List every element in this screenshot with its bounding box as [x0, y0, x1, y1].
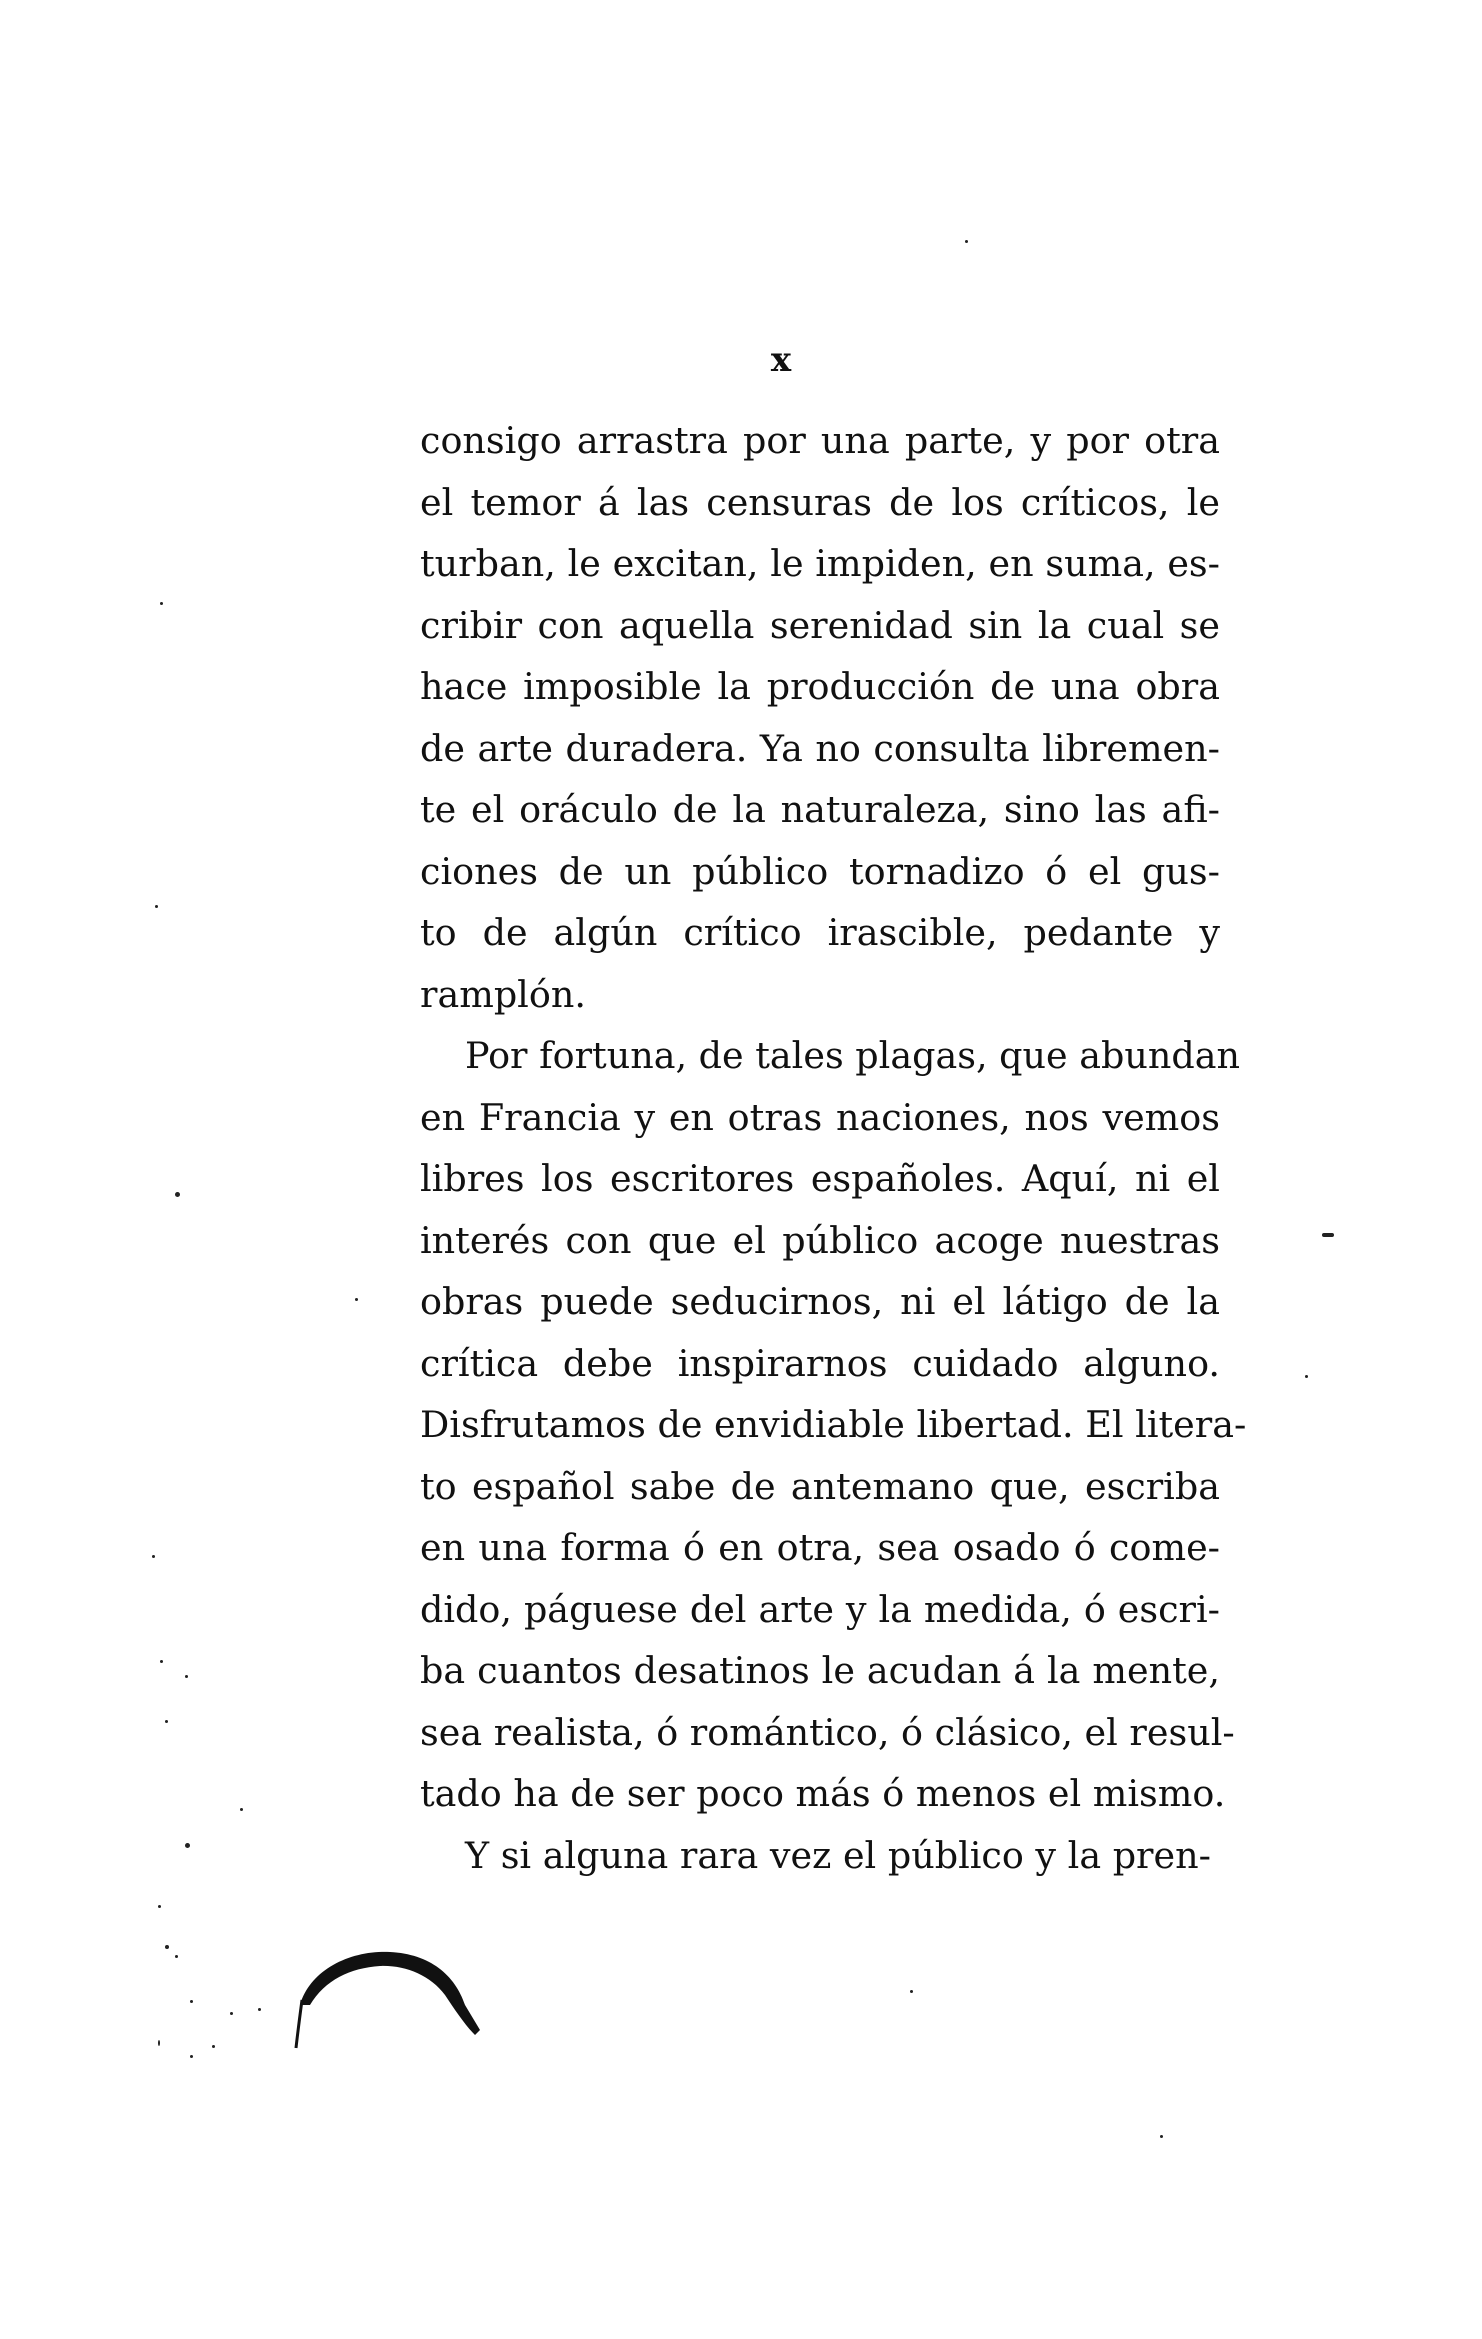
scan-speck: [355, 1298, 358, 1301]
scan-speck: [230, 2012, 233, 2015]
text-line: libres los escritores españoles. Aquí, ni el: [420, 1157, 1220, 1200]
scan-speck: [160, 1660, 163, 1663]
text-line: crítica debe inspirarnos cuidado alguno.: [420, 1341, 1220, 1385]
text-line: sea realista, ó romántico, ó clásico, el resul-: [420, 1710, 1235, 1754]
text-line: ramplón.: [420, 972, 586, 1016]
ink-blot-artifact: [290, 1930, 510, 2050]
scan-speck: [158, 2040, 160, 2046]
scan-speck: [152, 1555, 155, 1558]
scan-speck: [240, 1808, 243, 1811]
scan-speck: [965, 240, 968, 243]
text-line: dido, páguese del arte y la medida, ó escri-: [420, 1587, 1220, 1631]
body-text: [420, 410, 1247, 1886]
scan-speck: [165, 1720, 168, 1723]
text-line: tado ha de ser poco más ó menos el mismo.: [420, 1772, 1226, 1815]
text-line: Por fortuna, de tales plagas, que abundan: [465, 1034, 1241, 1077]
text-line: Y si alguna rara vez el público y la pren-: [465, 1833, 1211, 1877]
scan-speck: [1322, 1233, 1334, 1237]
text-line: de arte duradera. Ya no consulta libremen-: [420, 726, 1220, 770]
text-line: hace imposible la producción de una obra: [420, 665, 1220, 708]
scan-speck: [190, 2055, 193, 2058]
scan-speck: [185, 1675, 188, 1678]
text-line: te el oráculo de la naturaleza, sino las afi-: [420, 788, 1220, 831]
scan-speck: [165, 1945, 169, 1949]
scan-speck: [158, 1905, 161, 1908]
text-line: ciones de un público tornadizo ó el gus-: [420, 849, 1220, 893]
scan-speck: [1160, 2135, 1163, 2138]
page-number: x: [770, 340, 792, 380]
text-line: Disfrutamos de envidiable libertad. El litera-: [420, 1403, 1247, 1446]
text-line: el temor á las censuras de los críticos, le: [420, 480, 1220, 524]
scan-speck: [212, 2045, 215, 2048]
scan-speck: [175, 1955, 178, 1958]
text-line: en Francia y en otras naciones, nos vemos: [420, 1095, 1220, 1139]
text-line: to de algún crítico irascible, pedante y: [420, 911, 1220, 954]
text-line: consigo arrastra por una parte, y por otra: [420, 419, 1220, 462]
text-line: obras puede seducirnos, ni el látigo de la: [420, 1280, 1220, 1323]
scan-speck: [160, 602, 163, 605]
scan-speck: [910, 1990, 913, 1993]
scan-speck: [1305, 1375, 1308, 1378]
text-line: turban, le excitan, le impiden, en suma, es-: [420, 542, 1220, 585]
scan-speck: [155, 905, 158, 908]
text-line: en una forma ó en otra, sea osado ó come-: [420, 1526, 1220, 1569]
text-line: interés con que el público acoge nuestras: [420, 1218, 1220, 1262]
scan-speck: [175, 1192, 180, 1197]
text-line: cribir con aquella serenidad sin la cual se: [420, 603, 1220, 647]
text-line: to español sabe de antemano que, escriba: [420, 1464, 1220, 1508]
scan-speck: [185, 1843, 190, 1848]
scan-speck: [258, 2008, 261, 2011]
scan-speck: [190, 2000, 193, 2003]
text-line: ba cuantos desatinos le acudan á la mente,: [420, 1649, 1220, 1692]
